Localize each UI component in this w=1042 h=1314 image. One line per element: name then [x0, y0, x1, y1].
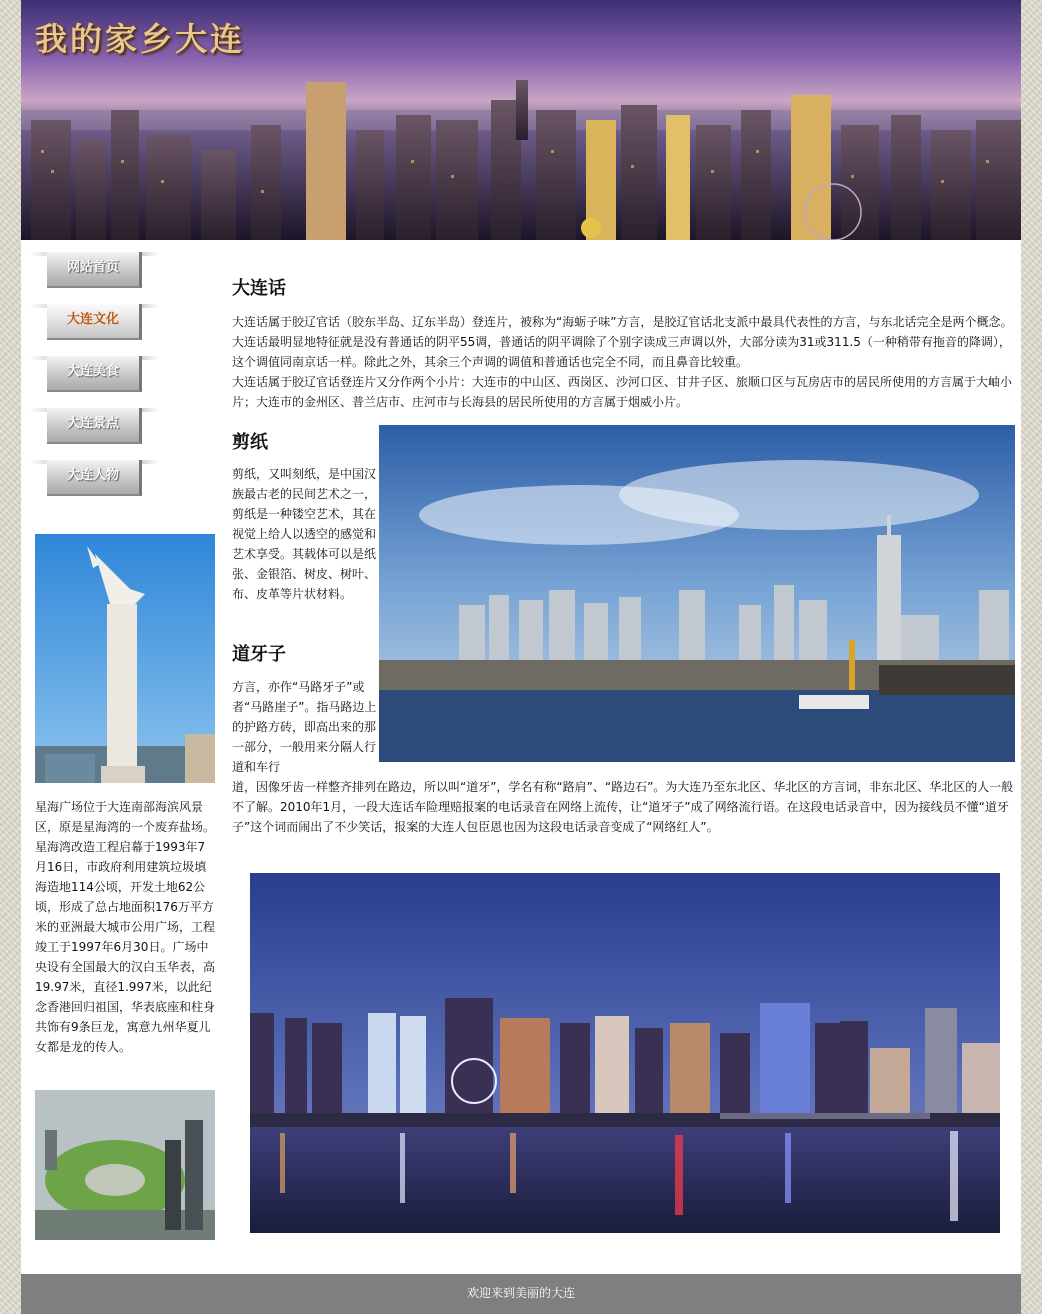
nav-item-home[interactable]: [29, 252, 159, 288]
sidebar-nav: [29, 252, 159, 512]
section-title-curb: 道牙子: [232, 644, 286, 665]
nav-button-food[interactable]: 大连美食: [47, 356, 142, 392]
nav-item-people[interactable]: [29, 460, 159, 496]
section-body-curb-end: 道，因像牙齿一样整齐排列在路边，所以叫“道牙”，学名有称“路肩”、“路边石”。为大连乃至东北区、华北区的方言词，非东北区、华北区的人一般不了解。2010年1月，一段大连话车险理赔报案的电话录音在网络上流传，让“道牙子”成了网络流行语。在这段电话录音中，因为接线员不懂“道牙子”这个词而闹出了不少笑话，报案的大连人包臣恩也因为这段电话录音变成了“网络红人”。: [232, 780, 1014, 834]
sidebar-description: 星海广场位于大连南部海滨风景区，原是星海湾的一个废弃盐场。星海湾改造工程启幕于1993年7月16日，市政府利用建筑垃圾填海造地114公顷，开发土地62公顷，形成了总占地面积176万平方米的亚洲最大城市公用广场，工程竣工于1997年6月30日。广场中央设有全国最大的汉白玉华表，高19.97米，直径1.997米，以此纪念香港回归祖国，华表底座和柱身共饰有9条巨龙，寓意九州华夏儿女都是龙的传人。: [35, 800, 216, 1054]
section-body-curb-start: 方言，亦作“马路牙子”或者“马路崖子”。指马路边上的护路方砖，即高出来的那一部分，一般用来分隔人行道和车行: [232, 680, 377, 774]
site-title: 我的家乡大连: [35, 20, 246, 58]
night-waterfront-image: [250, 873, 1000, 1233]
nav-item-culture[interactable]: [29, 304, 159, 340]
page-container: [21, 0, 1021, 1314]
section-title-papercut: 剪纸: [232, 432, 268, 453]
xinghai-square-aerial-image: [35, 1090, 215, 1240]
column-monument-image: [35, 534, 215, 783]
nav-item-attractions[interactable]: [29, 408, 159, 444]
header-banner: [21, 0, 1021, 240]
nav-button-home[interactable]: 网站首页: [47, 252, 142, 288]
section-body-papercut: 剪纸，又叫刻纸，是中国汉族最古老的民间艺术之一，剪纸是一种镂空艺术，其在视觉上给人以透空的感觉和艺术享受。其载体可以是纸张、金银箔、树皮、树叶、布、皮革等片状材料。: [232, 467, 377, 601]
dialect-paragraph-1: 大连话属于胶辽官话（胶东半岛、辽东半岛）登连片，被称为“海蛎子味”方言，是胶辽官话北支派中最具代表性的方言，与东北话完全是两个概念。 大连话最明显地特征就是没有普通话的阴平55调，普通话的阴平调除了个别字读成三声调以外，大部分读为31或311.5（一种稍带有拖音的降调），这个调值同南京话一样。除此之外，其余三个声调的调值和普通话也完全不同，而且鼻音比较重。: [232, 315, 1013, 369]
nav-button-attractions[interactable]: 大连景点: [47, 408, 142, 444]
section-body-dialect: [232, 312, 1016, 412]
footer: 欢迎来到美丽的大连: [21, 1274, 1021, 1314]
section-title-dialect: 大连话: [232, 278, 286, 299]
nav-button-people[interactable]: 大连人物: [47, 460, 142, 496]
dialect-paragraph-2: 大连话属于胶辽官话登连片又分作两个小片：大连市的中山区、西岗区、沙河口区、甘井子区、旅顺口区与瓦房店市的居民所使用的方言属于大岫小片；大连市的金州区、普兰店市、庄河市与长海县的居民所使用的方言属于烟威小片。: [232, 375, 1013, 409]
nav-item-food[interactable]: [29, 356, 159, 392]
harbor-skyline-image: [379, 425, 1015, 762]
nav-button-culture[interactable]: 大连文化: [47, 304, 142, 340]
